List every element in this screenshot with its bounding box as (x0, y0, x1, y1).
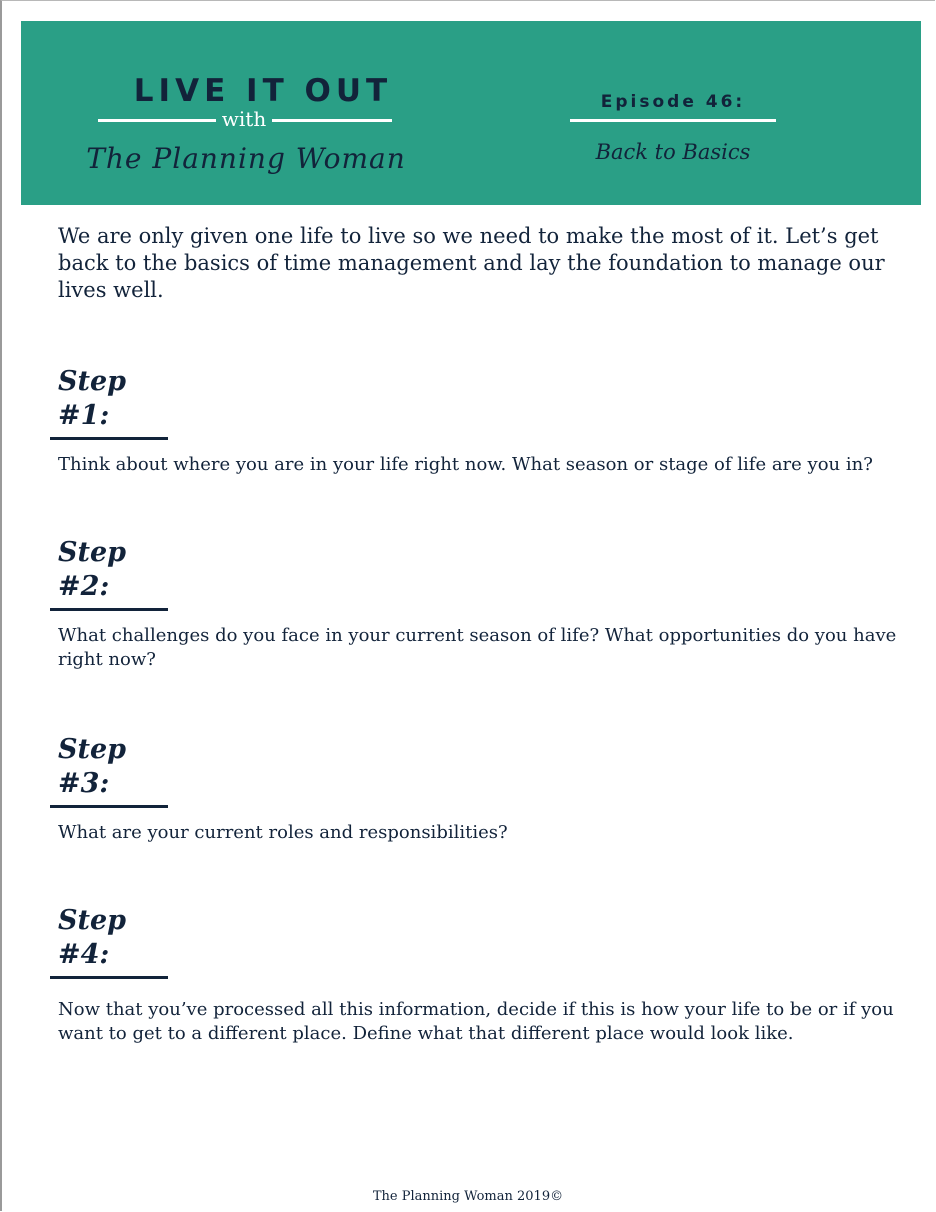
step-heading: Step #1: (50, 365, 168, 440)
with-divider (98, 107, 392, 133)
step-prompt: Now that you’ve processed all this information, decide if this is how your life to be or if you want to get to a different place. Define what that different place would look like. (58, 999, 894, 1044)
episode-label: Episode 46: (600, 92, 746, 112)
step-1 (50, 365, 900, 477)
episode-title: Back to Basics (595, 140, 751, 164)
step-prompt: What challenges do you face in your current season of life? What opportunities do you have right now? (58, 625, 897, 670)
step-4 (50, 904, 900, 1046)
divider-line-right (272, 119, 392, 122)
divider-line-left (98, 119, 216, 122)
step-prompt: Think about where you are in your life right now. What season or stage of life are you in? (58, 454, 873, 475)
step-prompt: What are your current roles and responsibilities? (58, 822, 508, 843)
intro-paragraph: We are only given one life to live so we need to make the most of it. Let’s get back to the basics of time management and lay the foundation to manage our lives well. (58, 224, 885, 302)
step-heading: Step #3: (50, 733, 168, 808)
with-label: with (221, 107, 267, 131)
step-heading: Step #2: (50, 536, 168, 611)
episode-divider (570, 119, 776, 122)
footer-copyright: The Planning Woman 2019© (372, 1189, 564, 1204)
banner-title: LIVE IT OUT (133, 73, 393, 109)
brand-name: The Planning Woman (86, 142, 406, 175)
step-heading: Step #4: (50, 904, 168, 979)
step-3 (50, 733, 900, 845)
step-2 (50, 536, 900, 672)
header-banner (21, 21, 921, 205)
